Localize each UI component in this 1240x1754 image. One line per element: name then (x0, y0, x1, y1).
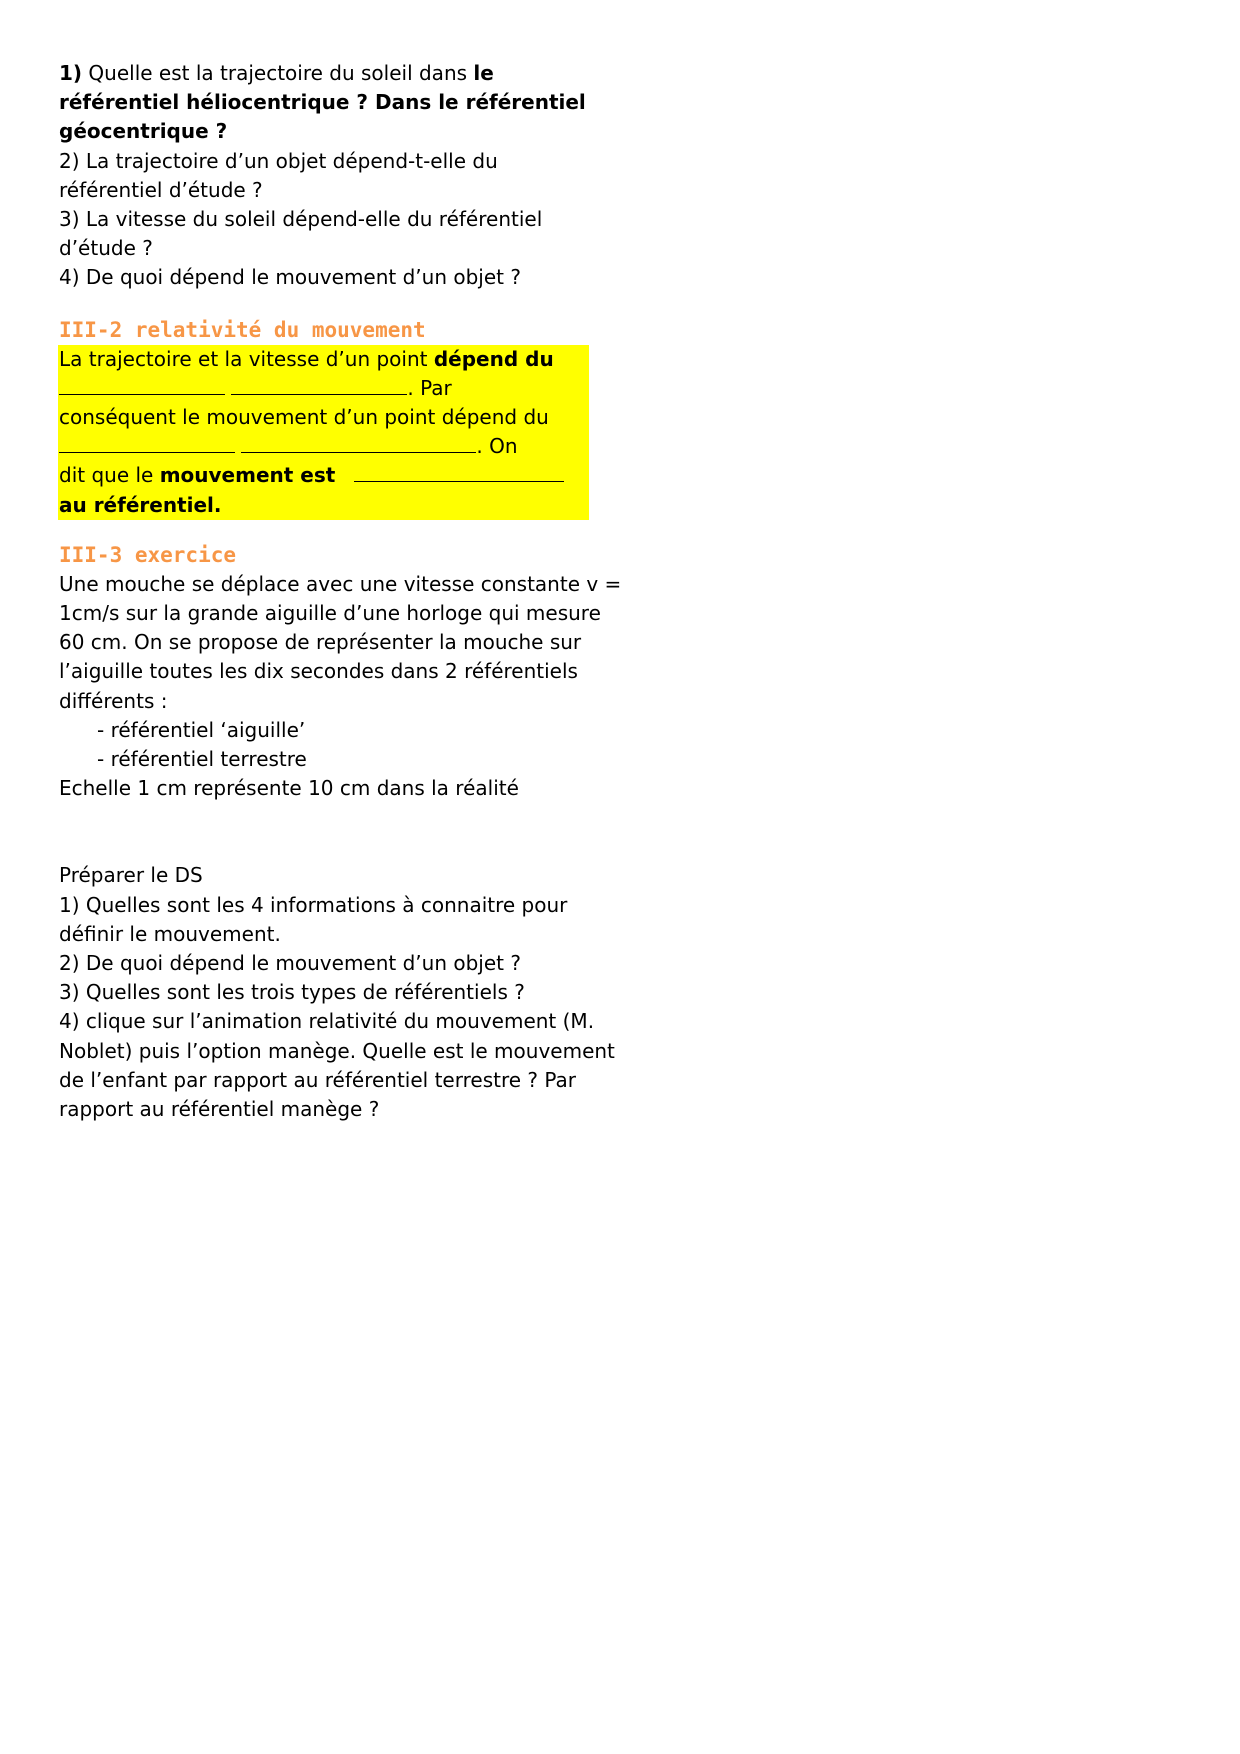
exercise-line: Une mouche se déplace avec une vitesse constante v = (59, 571, 622, 596)
ds-line: rapport au référentiel manège ? (59, 1097, 380, 1122)
question-1-line-3: géocentrique ? (59, 119, 228, 144)
definition-line-6 (58, 491, 589, 520)
definition-line-1 (58, 345, 589, 374)
heading-exercice: III-3 exercice (59, 542, 237, 567)
question-1-number: 1) (59, 61, 83, 85)
question-1-line-2: référentiel héliocentrique ? Dans le référentiel (59, 90, 586, 115)
highlighted-definition (58, 345, 589, 520)
document-page (59, 59, 622, 1124)
fill-blank-4[interactable] (241, 432, 476, 453)
definition-line-2-end: . Par (407, 375, 452, 400)
ds-line: définir le mouvement. (59, 921, 281, 946)
definition-line-2 (58, 374, 589, 403)
ds-line: 2) De quoi dépend le mouvement d’un objet ? (59, 951, 521, 976)
fill-blank-3[interactable] (59, 432, 235, 453)
ds-block (59, 861, 615, 1124)
definition-line-4 (58, 432, 589, 461)
ds-line: de l’enfant par rapport au référentiel terrestre ? Par (59, 1067, 577, 1092)
question-2-line-2: référentiel d’étude ? (59, 177, 263, 202)
definition-line-1-bold: dépend du (433, 346, 554, 371)
ds-line: 4) clique sur l’animation relativité du mouvement (M. (59, 1009, 595, 1034)
question-1-line-1 (59, 59, 599, 88)
exercise-line: l’aiguille toutes les dix secondes dans 2 référentiels (59, 659, 578, 684)
fill-blank-2[interactable] (231, 374, 407, 395)
question-2-line-1: 2) La trajectoire d’un objet dépend-t-elle du (59, 148, 498, 173)
question-3-line-2: d’étude ? (59, 236, 153, 261)
fill-blank-1[interactable] (59, 374, 225, 395)
question-1-bold-a: le (473, 61, 494, 85)
questions-block (59, 59, 599, 293)
definition-line-5-text: dit que le (59, 463, 160, 488)
definition-line-1-text: La trajectoire et la vitesse d’un point (59, 346, 434, 371)
ds-line: 1) Quelles sont les 4 informations à connaitre pour (59, 892, 568, 917)
ds-line: Noblet) puis l’option manège. Quelle est le mouvement (59, 1038, 615, 1063)
definition-line-3: conséquent le mouvement d’un point dépend du (59, 405, 549, 430)
exercise-line: différents : (59, 688, 168, 713)
exercise-scale: Echelle 1 cm représente 10 cm dans la réalité (59, 776, 519, 801)
exercise-bullet: - référentiel ‘aiguille’ (97, 717, 306, 742)
definition-line-4-end: . On (476, 434, 518, 459)
fill-blank-5[interactable] (354, 461, 564, 482)
definition-line-6-end: . (213, 492, 222, 517)
definition-line-5-bold: mouvement est (159, 463, 336, 488)
exercise-line: 60 cm. On se propose de représenter la mouche sur (59, 630, 582, 655)
exercise-block (59, 570, 622, 804)
heading-relativite: III-2 relativité du mouvement (59, 317, 426, 342)
definition-line-6-bold: au référentiel (59, 492, 214, 517)
ds-line: 3) Quelles sont les trois types de référentiels ? (59, 980, 525, 1005)
question-3-line-1: 3) La vitesse du soleil dépend-elle du référentiel (59, 207, 543, 232)
exercise-line: 1cm/s sur la grande aiguille d’une horloge qui mesure (59, 601, 601, 626)
ds-title: Préparer le DS (59, 863, 203, 888)
question-4: 4) De quoi dépend le mouvement d’un objet ? (59, 265, 521, 290)
exercise-bullet: - référentiel terrestre (97, 747, 307, 772)
question-1-text: Quelle est la trajectoire du soleil dans (82, 61, 474, 85)
definition-line-5 (58, 461, 589, 490)
